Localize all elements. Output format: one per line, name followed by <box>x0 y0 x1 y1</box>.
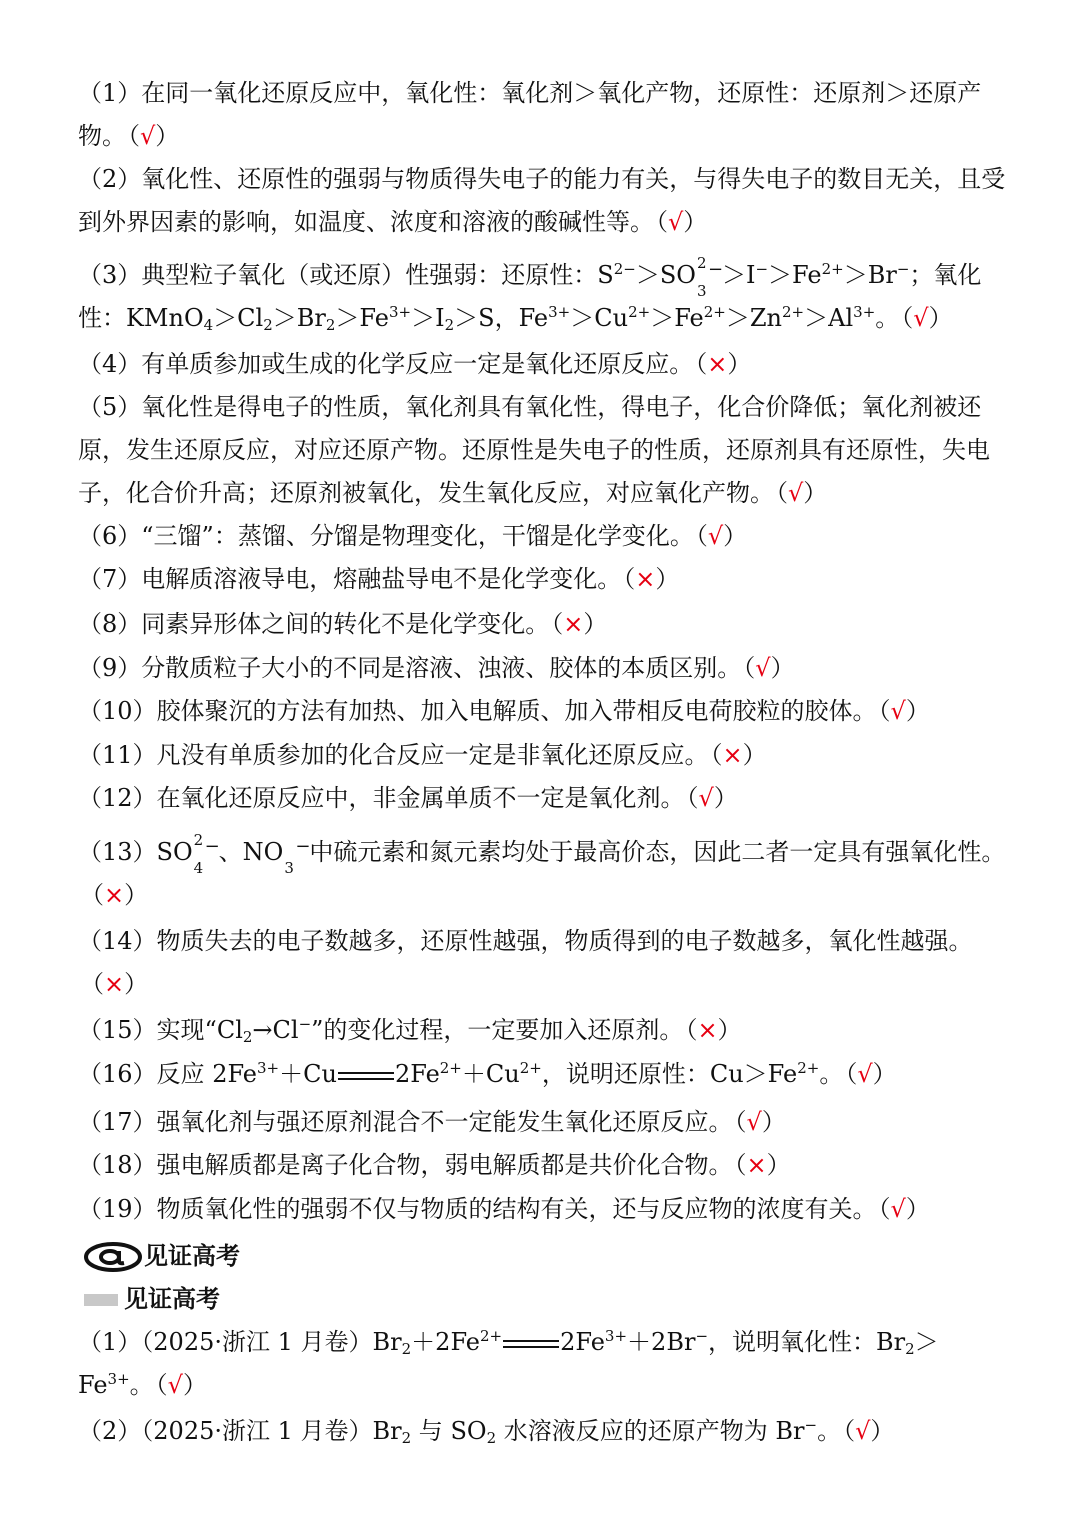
check-icon: √ <box>890 1195 906 1223</box>
item-11 <box>78 734 1008 777</box>
item-2 <box>78 158 1008 244</box>
item-number: （5） <box>78 393 142 421</box>
item-5 <box>78 386 1008 515</box>
answer-mark: （×） <box>80 970 149 998</box>
item-number: （1） <box>78 79 142 107</box>
exam-source: （2025·浙江 1 月卷） <box>141 1417 373 1445</box>
cross-icon: × <box>707 350 728 378</box>
answer-mark: （√） <box>734 1108 786 1136</box>
item-text: 水溶液反应的还原产物为 <box>496 1417 776 1445</box>
item-8 <box>78 603 1008 646</box>
answer-mark: （×） <box>623 565 680 593</box>
item-number: （7） <box>78 565 142 593</box>
oxidizability-compare: $Br_2>Fe^{3+}$。 <box>78 1328 939 1399</box>
cross-icon: × <box>563 610 584 638</box>
item-number: （16） <box>78 1060 157 1088</box>
item-number: （15） <box>78 1016 157 1044</box>
answer-mark: （×） <box>734 1151 791 1179</box>
item-text: 典型粒子氧化（或还原）性强弱：还原性： <box>141 261 598 289</box>
section-title: 见证高考 <box>124 1285 220 1313</box>
cross-icon: × <box>722 741 743 769</box>
answer-mark: （√） <box>695 522 748 550</box>
item-text: 胶体聚沉的方法有加热、加入电解质、加入带相反电荷胶粒的胶体。 <box>156 697 877 725</box>
section-heading-primary <box>84 1236 240 1276</box>
item-text: ，说明还原性： <box>541 1060 710 1088</box>
check-icon: √ <box>668 208 684 236</box>
item-text: 与 <box>411 1417 451 1445</box>
item-18 <box>78 1144 1008 1187</box>
check-icon: √ <box>857 1060 873 1088</box>
answer-mark: （√） <box>845 1060 897 1088</box>
item-text: 凡没有单质参加的化合反应一定是非氧化还原反应。 <box>156 741 709 769</box>
item-text: 氧化性、还原性的强弱与物质得失电子的能力有关，与得失电子的数目无关，且受到外界因素的影响，如温度、浓度和溶液的酸碱性等。 <box>78 165 1006 236</box>
item-text: 在氧化还原反应中，非金属单质不一定是氧化剂。 <box>156 784 685 812</box>
reaction-equation: $Br_2+2Fe^{2+}$ $2Fe^{3+}+2Br^-$ <box>372 1327 709 1358</box>
reaction-equation: $2Fe^{3+}+Cu$ $2Fe^{2+}+Cu^{2+}$ <box>212 1059 542 1088</box>
check-icon: √ <box>788 479 804 507</box>
reducibility-order: $S^{2-}>SO$ 2 − 3 $>I^->Fe^{2+}>Br^-$ <box>597 254 910 300</box>
check-icon: √ <box>707 522 724 550</box>
answer-mark: （×） <box>551 610 608 638</box>
item-7 <box>78 558 1008 601</box>
item-number: （12） <box>78 784 157 812</box>
at-icon <box>84 1242 142 1272</box>
item-9 <box>78 647 1008 690</box>
item-text: 物质失去的电子数越多，还原性越强，物质得到的电子数越多，氧化性越强。 <box>156 927 973 955</box>
item-1 <box>78 72 1008 158</box>
item-text: 在同一氧化还原反应中，氧化性：氧化剂＞氧化产物，还原性：还原剂＞还原产物。 <box>78 79 982 150</box>
item-12 <box>78 777 1008 820</box>
item-number: （13） <box>78 838 157 866</box>
item-19 <box>78 1188 1008 1231</box>
exam-item-1 <box>78 1321 1008 1407</box>
section-title: 见证高考 <box>144 1242 240 1270</box>
item-text: 电解质溶液导电，熔融盐导电不是化学变化。 <box>141 565 622 593</box>
sulfur-dioxide: $SO_2$ <box>450 1417 497 1447</box>
answer-mark: （√） <box>776 479 828 507</box>
exam-source: （2025·浙江 1 月卷） <box>141 1328 373 1356</box>
answer-mark: （√） <box>656 208 708 236</box>
item-text: 有单质参加或生成的化学反应一定是氧化还原反应。 <box>141 350 694 378</box>
cross-icon: × <box>104 970 125 998</box>
answer-mark: （√） <box>878 697 930 725</box>
item-number: （4） <box>78 350 142 378</box>
item-number: （14） <box>78 927 157 955</box>
item-number: （17） <box>78 1108 157 1136</box>
answer-mark: （√） <box>155 1371 207 1399</box>
item-text: ；氧化性： <box>78 261 982 332</box>
check-icon: √ <box>140 122 156 150</box>
item-number: （19） <box>78 1195 157 1223</box>
check-icon: √ <box>755 654 771 682</box>
bromine: $Br_2$ <box>372 1417 412 1447</box>
cross-icon: × <box>746 1151 767 1179</box>
oxidizability-order: $KMnO_4>Cl_2>Br_2>Fe^{3+}>I_2>S$，$Fe^{3+}>Cu^{2+}>Fe^{2+}>Zn^{2+}>Al^{3+}$。 <box>126 303 900 334</box>
answer-mark: （×） <box>80 881 149 909</box>
answer-mark: （×） <box>695 350 752 378</box>
answer-mark: （×） <box>710 741 767 769</box>
item-text: 氧化性是得电子的性质，氧化剂具有氧化性，得电子，化合价降低；氧化剂被还原，发生还原反应，对应还原产物。还原性是失电子的性质，还原剂具有还原性，失电子，化合价升高；还原剂被氧化，发生氧化反应，对应氧化产物。 <box>78 393 990 507</box>
item-text: 强氧化剂与强还原剂混合不一定能发生氧化还原反应。 <box>156 1108 733 1136</box>
item-10 <box>78 690 1008 733</box>
item-number: （9） <box>78 654 142 682</box>
answer-mark: （√） <box>743 654 795 682</box>
item-number: （18） <box>78 1151 157 1179</box>
check-icon: √ <box>890 697 906 725</box>
item-number: （1） <box>78 1328 142 1356</box>
answer-mark: （√） <box>878 1195 930 1223</box>
chlorine-conversion: $Cl_2\to Cl^-$ <box>216 1015 312 1046</box>
item-number: （10） <box>78 697 157 725</box>
answer-mark: （√） <box>843 1417 895 1445</box>
item-text: 中硫元素和氮元素均处于最高价态，因此二者一定具有强氧化性。 <box>309 838 1006 866</box>
cross-icon: × <box>635 565 656 593</box>
item-text: 强电解质都是离子化合物，弱电解质都是共价化合物。 <box>156 1151 733 1179</box>
item-13 <box>78 831 1008 917</box>
item-17 <box>78 1101 1008 1144</box>
item-number: （2） <box>78 1417 142 1445</box>
check-icon: √ <box>746 1108 762 1136</box>
item-text: 物质氧化性的强弱不仅与物质的结构有关，还与反应物的浓度有关。 <box>156 1195 877 1223</box>
exam-item-2 <box>78 1410 1008 1453</box>
sulfate-ion: SO 2 − 4 <box>156 831 220 877</box>
check-icon: √ <box>167 1371 183 1399</box>
answer-mark: （√） <box>128 122 180 150</box>
item-6 <box>78 515 1008 558</box>
item-14 <box>78 920 1008 1006</box>
item-text: 同素异形体之间的转化不是化学变化。 <box>141 610 550 638</box>
item-number: （6） <box>78 522 142 550</box>
section-heading-secondary <box>84 1279 220 1319</box>
item-15 <box>78 1009 1008 1052</box>
cross-icon: × <box>104 881 125 909</box>
item-number: （8） <box>78 610 142 638</box>
bar-icon <box>84 1294 118 1306</box>
item-4 <box>78 343 1008 386</box>
check-icon: √ <box>855 1417 871 1445</box>
item-text: 反应 <box>156 1060 213 1088</box>
item-number: （11） <box>78 741 157 769</box>
item-16 <box>78 1053 1008 1096</box>
item-text: “三馏”：蒸馏、分馏是物理变化，干馏是化学变化。 <box>141 522 694 550</box>
item-number: （3） <box>78 261 142 289</box>
nitrate-ion: NO − 3 <box>242 836 311 877</box>
item-text: 分散质粒子大小的不同是溶液、浊液、胶体的本质区别。 <box>141 654 742 682</box>
bromide-ion: Br−。 <box>775 1416 842 1445</box>
item-number: （2） <box>78 165 142 193</box>
answer-mark: （√） <box>686 784 738 812</box>
item-text: 实现“ <box>156 1016 217 1044</box>
item-text: ，说明氧化性： <box>708 1328 877 1356</box>
answer-mark: （×） <box>685 1016 742 1044</box>
item-3 <box>78 254 1013 340</box>
item-text: ”的变化过程，一定要加入还原剂。 <box>311 1016 684 1044</box>
check-icon: √ <box>913 304 929 332</box>
reducibility-compare: $Cu>Fe^{2+}$。 <box>709 1059 844 1088</box>
cross-icon: × <box>697 1016 718 1044</box>
item-text: 、 <box>218 838 243 866</box>
answer-mark: （√） <box>901 304 953 332</box>
check-icon: √ <box>698 784 714 812</box>
